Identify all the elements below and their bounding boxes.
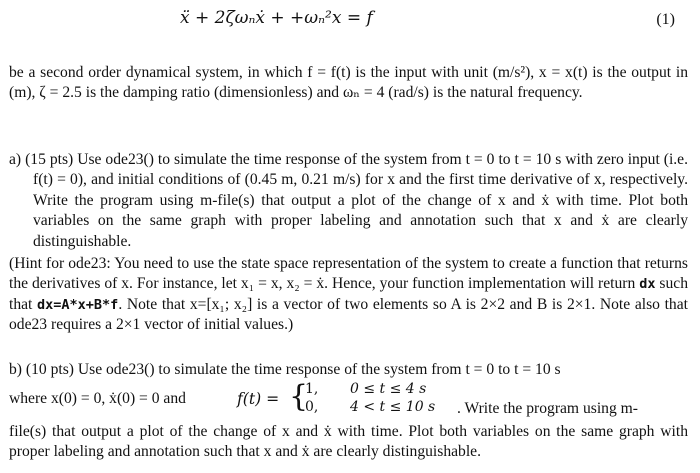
part-b-first-line: b) (10 pts) Use ode23() to simulate the time response of the system from t = 0 to t = 10 s [9,361,561,378]
hint-dx: dx [639,276,656,293]
part-b-after-text: . Write the program using m- [457,400,638,417]
piecewise-ft: f(t) = [237,390,280,408]
equation-number: (1) [656,11,675,28]
part-b-rest-paragraph: file(s) that output a plot of the change of x and ẋ with time. Plot both variables on the same graph with proper labeling and annotation such that x and ẋ are clearly distinguishable. [9,423,688,461]
hint-text-3: . Note that x=[x₁; x₂] is a vector of two elements so A is 2×2 and B is 2×1. Note also that ode23 requires a 2×1 vector of initial values.) [9,295,688,334]
case2-value: 0, [305,399,319,415]
hint-equation: dx=A*x+B*f [37,296,119,313]
case2-condition: 4 < t ≤ 10 s [350,399,436,415]
part-b-piecewise-line [9,377,699,417]
case1-value: 1, [305,381,319,397]
equation-row [0,8,700,34]
equation-1: ẍ + 2ζωₙẋ + +ωₙ²x = f [180,8,373,28]
part-b-where-text: where x(0) = 0, ẋ(0) = 0 and [9,390,186,407]
hint-text-2: such that [9,275,689,313]
part-a-paragraph [9,150,688,252]
piecewise-brace: { [289,379,309,414]
hint-text-1: (Hint for ode23: You need to use the state space representation of the system to create a function that returns the derivatives of x. For instance, let x₁ = x, x₂ = ẋ. Hence, your function implementation will return [9,255,688,293]
intro-paragraph: be a second order dynamical system, in which f = f(t) is the input with unit (m/s²), x = x(t) is the output in (m), ζ = 2.5 is the damping ratio (dimensionless) and ωₙ = 4 (rad/s) is the natural frequency. [9,64,688,102]
part-a-text: a) (15 pts) Use ode23() to simulate the time response of the system from t = 0 to t = 10 s with zero input (i.e. f(t) = 0), and initial conditions of (0.45 m, 0.21 m/s) for x and the first time derivative of x, respectively. Write the program using m-file(s) that output a plot of the change of x and ẋ with time. Plot both variables on the same graph with proper labeling and annotation such that x and ẋ are clearly distinguishable. [9,151,688,250]
case1-condition: 0 ≤ t ≤ 4 s [350,381,427,397]
hint-paragraph [9,254,688,336]
